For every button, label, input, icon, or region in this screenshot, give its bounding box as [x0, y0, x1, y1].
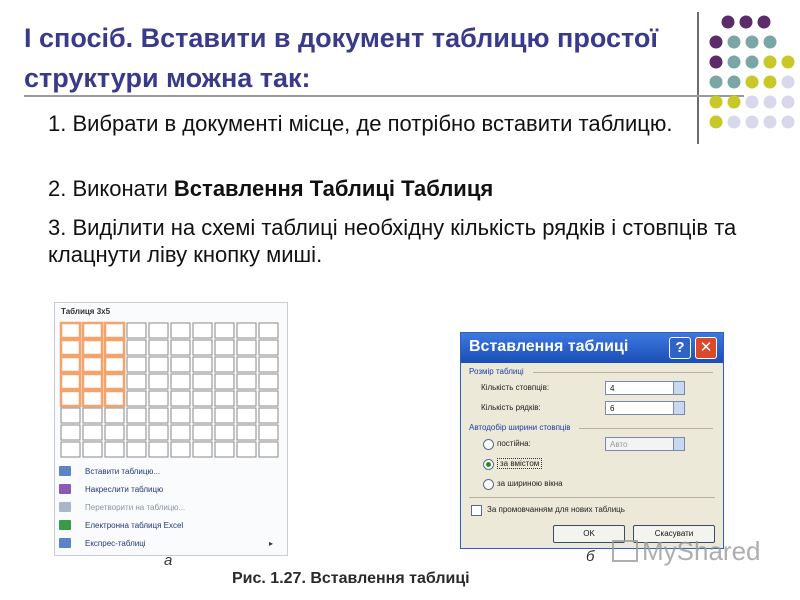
- spin-arrows-icon[interactable]: [673, 438, 684, 450]
- grid-cell[interactable]: [149, 357, 168, 372]
- grid-cell-selected[interactable]: [105, 391, 124, 406]
- grid-cell[interactable]: [171, 323, 190, 338]
- decorative-dot: [728, 96, 741, 109]
- decorative-dot: [758, 16, 771, 29]
- quick-tables-icon: [59, 538, 71, 548]
- grid-cell[interactable]: [193, 374, 212, 389]
- grid-cell[interactable]: [149, 391, 168, 406]
- columns-spinner[interactable]: [605, 381, 685, 395]
- submenu-arrow-icon: ▸: [268, 538, 273, 548]
- grid-cell[interactable]: [215, 374, 234, 389]
- radio-autofit-window-label: за шириною вікна: [497, 479, 563, 488]
- menu-item-quick-tables[interactable]: [59, 535, 281, 551]
- group-divider: [579, 428, 713, 429]
- grid-cell[interactable]: [127, 323, 146, 338]
- grid-cell[interactable]: [237, 323, 256, 338]
- menu-item-convert-to-table[interactable]: [59, 499, 281, 515]
- grid-cell[interactable]: [171, 340, 190, 355]
- grid-cell[interactable]: [259, 357, 278, 372]
- grid-cell[interactable]: [171, 357, 190, 372]
- pencil-icon: [59, 484, 71, 494]
- step-2-prefix: 2. Виконати: [48, 176, 174, 201]
- grid-cell[interactable]: [149, 425, 168, 440]
- decorative-dot: [710, 76, 723, 89]
- decorative-dot: [722, 16, 735, 29]
- decorative-dot: [746, 96, 759, 109]
- decorative-dot: [740, 16, 753, 29]
- grid-cell-selected[interactable]: [105, 357, 124, 372]
- grid-cell[interactable]: [61, 408, 80, 423]
- grid-cell[interactable]: [83, 425, 102, 440]
- menu-item-excel-table[interactable]: [59, 517, 281, 533]
- grid-cell[interactable]: [237, 391, 256, 406]
- rows-label: Кількість рядків:: [481, 403, 541, 412]
- decorative-dot: [710, 56, 723, 69]
- radio-autofit-content[interactable]: [483, 459, 494, 470]
- columns-label: Кількість стовпців:: [481, 383, 550, 392]
- grid-cell[interactable]: [149, 340, 168, 355]
- grid-cell[interactable]: [237, 374, 256, 389]
- grid-cell[interactable]: [259, 442, 278, 457]
- grid-cell[interactable]: [193, 391, 212, 406]
- fixed-width-value: Авто: [610, 440, 628, 449]
- grid-cell[interactable]: [193, 442, 212, 457]
- grid-cell[interactable]: [149, 442, 168, 457]
- decorative-dot: [728, 56, 741, 69]
- dialog-title: Вставлення таблиці: [469, 338, 629, 355]
- help-button[interactable]: ?: [669, 337, 691, 359]
- grid-cell-selected[interactable]: [105, 323, 124, 338]
- grid-cell[interactable]: [61, 442, 80, 457]
- fixed-width-spinner[interactable]: [605, 437, 685, 451]
- insert-table-icon: [59, 466, 71, 476]
- grid-cell-selected[interactable]: [83, 323, 102, 338]
- grid-cell[interactable]: [193, 425, 212, 440]
- menu-item-label: Експрес-таблиці: [85, 538, 146, 548]
- grid-cell[interactable]: [171, 425, 190, 440]
- decorative-dot: [746, 36, 759, 49]
- insert-table-menu: [54, 302, 288, 556]
- grid-cell[interactable]: [215, 357, 234, 372]
- radio-fixed[interactable]: [483, 439, 494, 450]
- group-divider: [533, 372, 713, 373]
- cancel-button[interactable]: Скасувати: [633, 525, 715, 543]
- excel-icon: [59, 520, 71, 530]
- decorative-dot: [764, 56, 777, 69]
- grid-cell[interactable]: [259, 425, 278, 440]
- decorative-dot: [782, 96, 795, 109]
- grid-cell-selected[interactable]: [61, 391, 80, 406]
- remember-label: За промовчанням для нових таблиць: [487, 505, 625, 514]
- menu-item-label: Електронна таблиця Excel: [85, 520, 184, 530]
- grid-cell[interactable]: [83, 408, 102, 423]
- figure-label-a: а: [164, 552, 173, 569]
- watermark: [612, 536, 761, 567]
- step-2-command: Вставлення Таблиці Таблиця: [173, 176, 494, 201]
- grid-cell[interactable]: [237, 340, 256, 355]
- remember-checkbox[interactable]: [471, 505, 482, 516]
- watermark-text: MyShared: [642, 536, 761, 566]
- decorative-dot: [764, 96, 777, 109]
- grid-cell[interactable]: [237, 425, 256, 440]
- grid-cell[interactable]: [193, 357, 212, 372]
- divider: [469, 497, 715, 498]
- menu-item-label: Вставити таблицю...: [85, 466, 161, 476]
- grid-cell[interactable]: [215, 323, 234, 338]
- grid-cell[interactable]: [171, 374, 190, 389]
- grid-cell[interactable]: [127, 391, 146, 406]
- grid-cell[interactable]: [193, 323, 212, 338]
- table-size-group: Розмір таблиці: [469, 367, 524, 376]
- menu-item-label: Накреслити таблицю: [85, 484, 164, 494]
- grid-cell[interactable]: [149, 374, 168, 389]
- grid-cell[interactable]: [171, 408, 190, 423]
- decorative-dot: [782, 56, 795, 69]
- grid-cell[interactable]: [127, 357, 146, 372]
- spin-arrows-icon[interactable]: [673, 402, 684, 414]
- grid-cell[interactable]: [259, 391, 278, 406]
- convert-icon: [59, 502, 71, 512]
- grid-cell[interactable]: [127, 374, 146, 389]
- grid-cell[interactable]: [237, 357, 256, 372]
- rows-value: 6: [610, 404, 615, 413]
- figure-caption: Рис. 1.27. Вставлення таблиці: [232, 570, 470, 587]
- decorative-dot: [782, 76, 795, 89]
- dialog-titlebar[interactable]: [461, 333, 723, 363]
- grid-cell[interactable]: [127, 408, 146, 423]
- watermark-logo-icon: [612, 540, 638, 562]
- grid-cell[interactable]: [259, 408, 278, 423]
- decorative-dot: [710, 96, 723, 109]
- grid-cell[interactable]: [259, 374, 278, 389]
- autofit-group: Автодобір ширини стовпців: [469, 423, 571, 432]
- grid-cell[interactable]: [61, 425, 80, 440]
- grid-cell[interactable]: [149, 323, 168, 338]
- decorative-dot: [764, 36, 777, 49]
- menu-item-label: Перетворити на таблицю...: [85, 502, 186, 512]
- grid-cell[interactable]: [215, 425, 234, 440]
- grid-cell[interactable]: [127, 425, 146, 440]
- menu-item-draw-table[interactable]: [59, 481, 281, 497]
- radio-fixed-label: постійна:: [497, 439, 531, 448]
- grid-cell[interactable]: [215, 408, 234, 423]
- decorative-dot: [728, 76, 741, 89]
- grid-cell-selected[interactable]: [61, 340, 80, 355]
- grid-cell[interactable]: [215, 340, 234, 355]
- radio-autofit-content-label: за вмістом: [497, 458, 542, 469]
- grid-cell-selected[interactable]: [105, 374, 124, 389]
- grid-cell[interactable]: [127, 442, 146, 457]
- decorative-dot: [746, 56, 759, 69]
- decorative-dot: [710, 36, 723, 49]
- grid-cell-selected[interactable]: [61, 323, 80, 338]
- grid-cell[interactable]: [105, 408, 124, 423]
- grid-cell-selected[interactable]: [83, 357, 102, 372]
- decorative-dot: [746, 76, 759, 89]
- figure-label-b: б: [586, 548, 595, 565]
- grid-cell-selected[interactable]: [83, 340, 102, 355]
- grid-cell[interactable]: [105, 442, 124, 457]
- grid-cell[interactable]: [171, 442, 190, 457]
- grid-cell-selected[interactable]: [83, 374, 102, 389]
- insert-table-dialog: [460, 332, 724, 549]
- spin-arrows-icon[interactable]: [673, 382, 684, 394]
- grid-cell[interactable]: [215, 391, 234, 406]
- grid-cell-selected[interactable]: [105, 340, 124, 355]
- grid-cell-selected[interactable]: [61, 374, 80, 389]
- table-grid-picker[interactable]: [59, 321, 283, 463]
- grid-cell-selected[interactable]: [83, 391, 102, 406]
- grid-cell-selected[interactable]: [61, 357, 80, 372]
- decorative-dot: [764, 76, 777, 89]
- grid-cell[interactable]: [259, 323, 278, 338]
- step-1: 1. Вибрати в документі місце, де потрібно вставити таблицю.: [48, 111, 673, 136]
- grid-cell[interactable]: [149, 408, 168, 423]
- slide-title: І спосіб. Вставити в документ таблицю простої структури можна так:: [24, 23, 658, 93]
- grid-cell[interactable]: [193, 408, 212, 423]
- rows-spinner[interactable]: [605, 401, 685, 415]
- grid-cell[interactable]: [259, 340, 278, 355]
- decorative-dot: [782, 116, 795, 129]
- grid-cell[interactable]: [237, 408, 256, 423]
- ok-button[interactable]: OK: [553, 525, 625, 543]
- grid-cell[interactable]: [215, 442, 234, 457]
- grid-cell[interactable]: [105, 425, 124, 440]
- grid-cell[interactable]: [237, 442, 256, 457]
- grid-header: Таблиця 3x5: [61, 307, 111, 316]
- grid-cell[interactable]: [171, 391, 190, 406]
- grid-cell[interactable]: [193, 340, 212, 355]
- decorative-dot: [728, 36, 741, 49]
- grid-cell[interactable]: [127, 340, 146, 355]
- step-3: 3. Виділити на схемі таблиці необхідну кількість рядків і стовпців та клацнути ліву кнопку миші.: [48, 215, 737, 267]
- step-2: [48, 175, 493, 202]
- menu-item-insert-table[interactable]: [59, 463, 281, 479]
- horizontal-divider: [24, 95, 744, 97]
- radio-autofit-window[interactable]: [483, 479, 494, 490]
- columns-value: 4: [610, 384, 615, 393]
- grid-cell[interactable]: [83, 442, 102, 457]
- close-button[interactable]: ✕: [695, 337, 717, 359]
